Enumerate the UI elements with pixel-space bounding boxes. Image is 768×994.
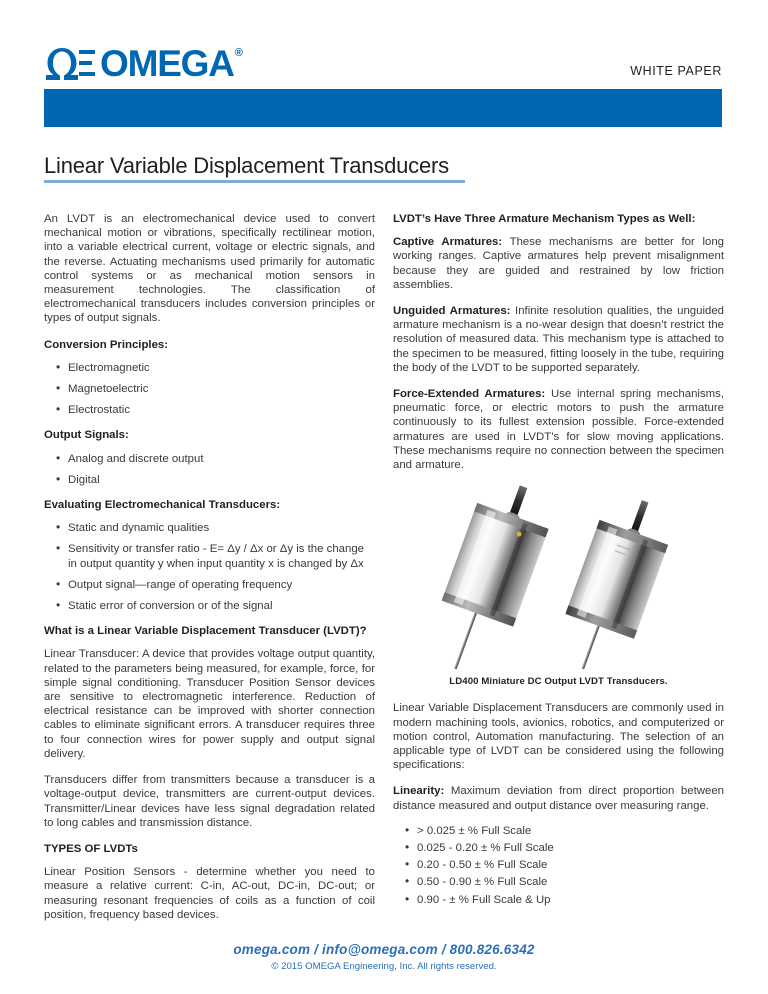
linearity-paragraph — [393, 784, 724, 812]
unguided-armatures-label: Unguided Armatures: — [393, 305, 511, 318]
omega-logo[interactable] — [44, 43, 243, 87]
list-item: • Digital — [56, 473, 375, 487]
list-item: • 0.90 - ± % Full Scale & Up — [405, 893, 724, 907]
unguided-armatures-text: Infinite resolution qualities, the unguided armature mechanism is a no-wear design that doesn’t restrict the resolution of measured data. This mechanism type is attached to the specimen to be measured, fitting loosely in the tube, requiring the body of the LVDT to be supported separately. — [393, 305, 724, 374]
list-item: • Sensitivity or transfer ratio - E= Δy / Δx or Δy is the change in output quantity y when input quantity x is changed by Δx — [56, 542, 375, 570]
conversion-principles-heading: Conversion Principles: — [44, 338, 169, 351]
website-link[interactable]: omega.com — [233, 942, 311, 957]
copyright-notice: © 2015 OMEGA Engineering, Inc. All rights reserved. — [271, 961, 497, 972]
document-type-label: WHITE PAPER — [630, 64, 722, 78]
list-item: • Magnetoelectric — [56, 382, 375, 396]
captive-armatures-text: These mechanisms are better for long working ranges. Captive armatures help prevent misalignment because they are guided and restrained by low friction assemblies. — [393, 236, 724, 291]
product-photo — [393, 484, 724, 669]
header-accent-bar — [44, 89, 722, 127]
linearity-label: Linearity: — [393, 785, 445, 798]
list-item: • 0.025 - 0.20 ± % Full Scale — [405, 841, 724, 855]
list-item: • > 0.025 ± % Full Scale — [405, 824, 724, 838]
list-item: • 0.50 - 0.90 ± % Full Scale — [405, 875, 724, 889]
list-item: • Static and dynamic qualities — [56, 521, 375, 535]
omega-symbol-icon — [44, 47, 96, 81]
logo-wordmark: OMEGA — [100, 43, 234, 84]
what-is-lvdt-paragraph-1: Linear Transducer: A device that provides voltage output quantity, related to the parameters being measured, for example, force, for simple signal conditioning. Transducer Position Sensor devices are sensitive to electromagnetic interference. Reduction of electrical resistance can be improved with shorter connection cables to eliminate significant errors. A transducer requires three to four connection wires for power supply and output signal delivery. — [44, 648, 375, 760]
evaluating-transducers-list — [44, 521, 375, 613]
page-footer — [0, 942, 768, 972]
force-extended-armatures-paragraph — [393, 387, 724, 472]
registered-trademark-icon: ® — [234, 47, 243, 59]
force-extended-armatures-label: Force-Extended Armatures: — [393, 388, 546, 401]
phone-number[interactable]: 800.826.6342 — [449, 942, 535, 957]
linearity-specs-list — [393, 824, 724, 907]
list-item: • 0.20 - 0.50 ± % Full Scale — [405, 858, 724, 872]
linearity-text: Maximum deviation from direct proportion between distance measured and output distance over measuring range. — [393, 785, 724, 812]
captive-armatures-paragraph — [393, 235, 724, 292]
footer-separator: / — [441, 942, 446, 957]
captive-armatures-label: Captive Armatures: — [393, 236, 503, 249]
footer-separator: / — [314, 942, 319, 957]
what-is-lvdt-paragraph-2: Transducers differ from transmitters because a transducer is a voltage-output device, transmitters are current-output devices. Transmitter/Linear devices have less signal degradation related to long cables and transmission distance. — [44, 774, 375, 829]
page-title: Linear Variable Displacement Transducers — [44, 152, 449, 178]
applications-paragraph: Linear Variable Displacement Transducers are commonly used in modern machining tools, avionics, robotics, and computerized or motion control, Automation manufacturing. The selection of an applicable type of LVDT can be considered using the following specifications: — [393, 702, 724, 772]
list-item: • Electrostatic — [56, 403, 375, 417]
list-item: • Electromagnetic — [56, 361, 375, 375]
right-column — [393, 212, 724, 918]
page-header — [0, 0, 768, 132]
intro-paragraph: An LVDT is an electromechanical device used to convert mechanical motion or vibrations, specifically rectilinear motion, into a variable electrical current, voltage or electric signals, and the reverse. Actuating mechanisms used primarily for automatic control systems or as mechanical motion sensors in measurement technologies. The classification of electromechanical transducers includes conversion principles or types of output signals. — [44, 213, 375, 325]
unguided-armatures-paragraph — [393, 304, 724, 375]
list-item: • Static error of conversion or of the signal — [56, 599, 375, 613]
list-item: • Output signal—range of operating frequency — [56, 578, 375, 592]
list-item: • Analog and discrete output — [56, 452, 375, 466]
footer-contact-line — [0, 942, 768, 957]
email-link[interactable]: info@omega.com — [322, 942, 438, 957]
output-signals-heading: Output Signals: — [44, 429, 129, 442]
output-signals-list — [44, 452, 375, 487]
types-of-lvdts-paragraph: Linear Position Sensors - determine whether you need to measure a relative current: C-in, AC-out, DC-in, DC-out; or measuring resonant frequencies of coils as a function of coil position, frequency based devices. — [44, 866, 375, 921]
types-of-lvdts-heading: TYPES OF LVDTs — [44, 842, 138, 855]
armature-types-heading: LVDT’s Have Three Armature Mechanism Types as Well: — [393, 213, 696, 225]
title-underline-rule — [44, 180, 465, 183]
force-extended-armatures-text: Use internal spring mechanisms, pneumatic force, or electric motors to push the armature continuously to its fullest extension possible. Force-extended armatures are used in LVDT’s for slow moving applications. These mechanisms require no connection between the specimen and armature. — [393, 388, 724, 472]
figure-caption: LD400 Miniature DC Output LVDT Transducers. — [449, 676, 668, 688]
evaluating-transducers-heading: Evaluating Electromechanical Transducers: — [44, 499, 281, 512]
conversion-principles-list — [44, 361, 375, 418]
left-column — [44, 212, 375, 934]
what-is-lvdt-heading: What is a Linear Variable Displacement Transducer (LVDT)? — [44, 625, 367, 638]
